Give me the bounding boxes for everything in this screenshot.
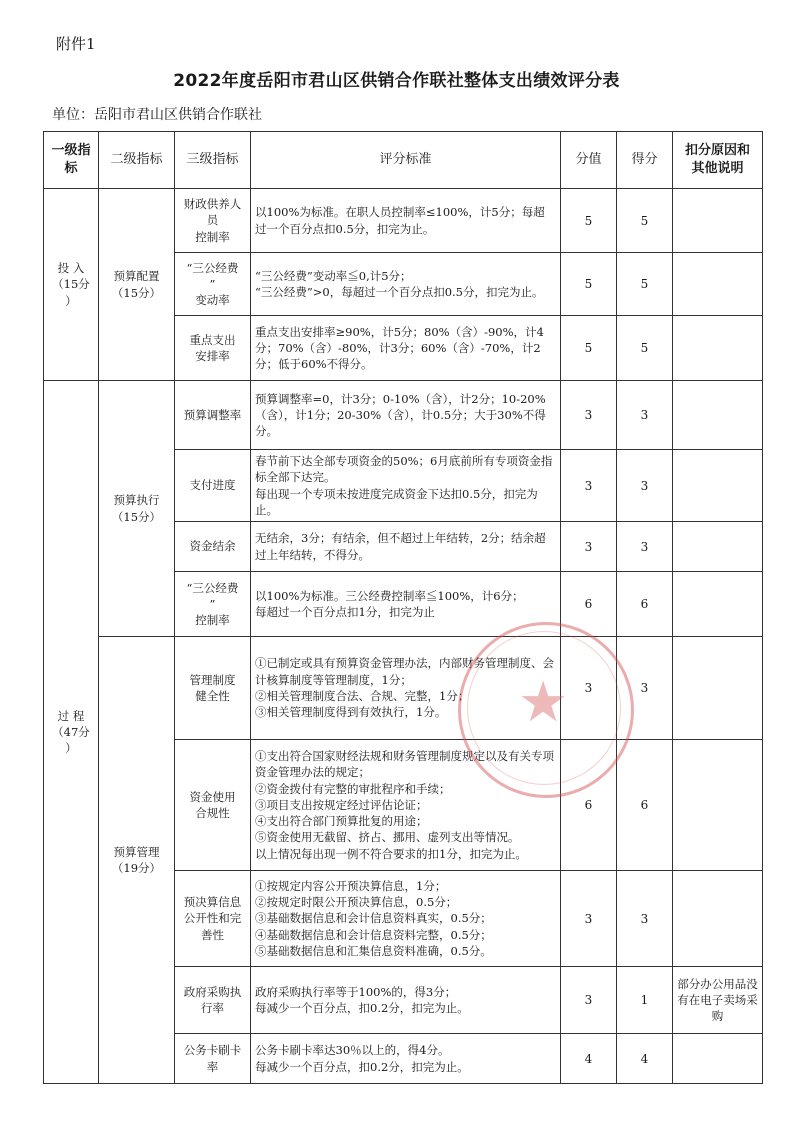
reason-cell	[673, 1034, 763, 1084]
score-cell: 5	[617, 253, 673, 316]
score-cell: 1	[617, 967, 673, 1034]
header-criteria: 评分标准	[251, 132, 561, 189]
score-table	[43, 131, 763, 1084]
score-cell: 3	[617, 522, 673, 572]
max-score-cell: 3	[561, 967, 617, 1034]
header-max: 分值	[561, 132, 617, 189]
seal-star-icon: ★	[518, 670, 569, 735]
level1-cell: 过 程 （47分 ）	[44, 381, 99, 1084]
score-cell: 6	[617, 572, 673, 637]
max-score-cell: 3	[561, 871, 617, 967]
score-cell: 5	[617, 189, 673, 253]
score-cell: 3	[617, 871, 673, 967]
level2-cell: 预算执行 （15分）	[99, 381, 175, 637]
max-score-cell: 3	[561, 522, 617, 572]
unit-line: 单位：岳阳市君山区供销合作联社	[52, 107, 262, 123]
level3-cell: 资金使用 合规性	[175, 740, 251, 871]
reason-cell	[673, 740, 763, 871]
max-score-cell: 6	[561, 572, 617, 637]
criteria-cell: 公务卡刷卡率达30％以上的，得4分。 每减少一个百分点，扣0.2分，扣完为止。	[251, 1034, 561, 1084]
level2-cell: 预算配置 （15分）	[99, 189, 175, 381]
header-reason: 扣分原因和 其他说明	[673, 132, 763, 189]
table-header-row	[44, 132, 763, 189]
max-score-cell: 6	[561, 740, 617, 871]
level3-cell: 预决算信息 公开性和完 善性	[175, 871, 251, 967]
reason-cell	[673, 871, 763, 967]
score-cell: 3	[617, 637, 673, 740]
level3-cell: 管理制度 健全性	[175, 637, 251, 740]
level1-cell: 投 入 （15分 ）	[44, 189, 99, 381]
reason-cell	[673, 381, 763, 450]
header-level3: 三级指标	[175, 132, 251, 189]
criteria-cell: 重点支出安排率≥90%，计5分；80%（含）-90%，计4分；70%（含）-80%，计3分；60%（含）-70%，计2分；低于60%不得分。	[251, 316, 561, 381]
score-cell: 3	[617, 381, 673, 450]
level3-cell: 政府采购执 行率	[175, 967, 251, 1034]
level3-cell: 预算调整率	[175, 381, 251, 450]
score-cell: 5	[617, 316, 673, 381]
level3-cell: 资金结余	[175, 522, 251, 572]
level3-cell: 财政供养人 员 控制率	[175, 189, 251, 253]
level3-cell: 公务卡刷卡 率	[175, 1034, 251, 1084]
attachment-label: 附件1	[56, 35, 96, 53]
criteria-cell: 政府采购执行率等于100%的，得3分； 每减少一个百分点，扣0.2分，扣完为止。	[251, 967, 561, 1034]
level2-cell: 预算管理 （19分）	[99, 637, 175, 1084]
criteria-cell: 以100%为标准。在职人员控制率≤100%，计5分；每超过一个百分点扣0.5分，扣完为止。	[251, 189, 561, 253]
level3-cell: 支付进度	[175, 450, 251, 522]
reason-cell	[673, 189, 763, 253]
table-row	[44, 381, 763, 450]
header-level1: 一级指 标	[44, 132, 99, 189]
criteria-cell: 无结余，3分；有结余，但不超过上年结转，2分；结余超过上年结转，不得分。	[251, 522, 561, 572]
max-score-cell: 3	[561, 381, 617, 450]
max-score-cell: 5	[561, 253, 617, 316]
level3-cell: 重点支出 安排率	[175, 316, 251, 381]
max-score-cell: 5	[561, 316, 617, 381]
reason-cell	[673, 253, 763, 316]
criteria-cell: ①已制定或具有预算资金管理办法，内部财务管理制度、会计核算制度等管理制度，1分； ②相关管理制度合法、合规、完整，1分； ③相关管理制度得到有效执行，1分。	[251, 637, 561, 740]
max-score-cell: 3	[561, 450, 617, 522]
max-score-cell: 5	[561, 189, 617, 253]
criteria-cell: “三公经费”变动率≦0,计5分； “三公经费”>0，每超过一个百分点扣0.5分，扣完为止。	[251, 253, 561, 316]
reason-cell	[673, 637, 763, 740]
table-row	[44, 637, 763, 740]
reason-cell	[673, 316, 763, 381]
criteria-cell: 预算调整率=0，计3分；0-10%（含），计2分；10-20%（含），计1分；20-30%（含），计0.5分；大于30%不得分。	[251, 381, 561, 450]
reason-cell	[673, 572, 763, 637]
score-cell: 4	[617, 1034, 673, 1084]
max-score-cell: 4	[561, 1034, 617, 1084]
max-score-cell: 3	[561, 637, 617, 740]
page-title: 2022年度岳阳市君山区供销合作联社整体支出绩效评分表	[173, 71, 620, 91]
header-score: 得分	[617, 132, 673, 189]
criteria-cell: ①按规定内容公开预决算信息，1分； ②按规定时限公开预决算信息，0.5分； ③基础数据信息和会计信息资料真实，0.5分； ④基础数据信息和会计信息资料完整，0.5分； ⑤基础数据信息和汇集信息资料准确，0.5分。	[251, 871, 561, 967]
header-level2: 二级指标	[99, 132, 175, 189]
level3-cell: “三公经费 ” 控制率	[175, 572, 251, 637]
criteria-cell: 春节前下达全部专项资金的50%；6月底前所有专项资金指标全部下达完。 每出现一个专项未按进度完成资金下达扣0.5分，扣完为止。	[251, 450, 561, 522]
level3-cell: “三公经费 ” 变动率	[175, 253, 251, 316]
score-cell: 6	[617, 740, 673, 871]
reason-cell	[673, 522, 763, 572]
score-cell: 3	[617, 450, 673, 522]
reason-cell: 部分办公用品没有在电子卖场采购	[673, 967, 763, 1034]
table-row	[44, 189, 763, 253]
criteria-cell: ①支出符合国家财经法规和财务管理制度规定以及有关专项资金管理办法的规定； ②资金拨付有完整的审批程序和手续； ③项目支出按规定经过评估论证； ④支出符合部门预算批复的用途； ⑤资金使用无截留、挤占、挪用、虚列支出等情况。 以上情况每出现一例不符合要求的扣1分，扣完为止。	[251, 740, 561, 871]
criteria-cell: 以100%为标准。三公经费控制率≦100%，计6分； 每超过一个百分点扣1分，扣完为止	[251, 572, 561, 637]
reason-cell	[673, 450, 763, 522]
